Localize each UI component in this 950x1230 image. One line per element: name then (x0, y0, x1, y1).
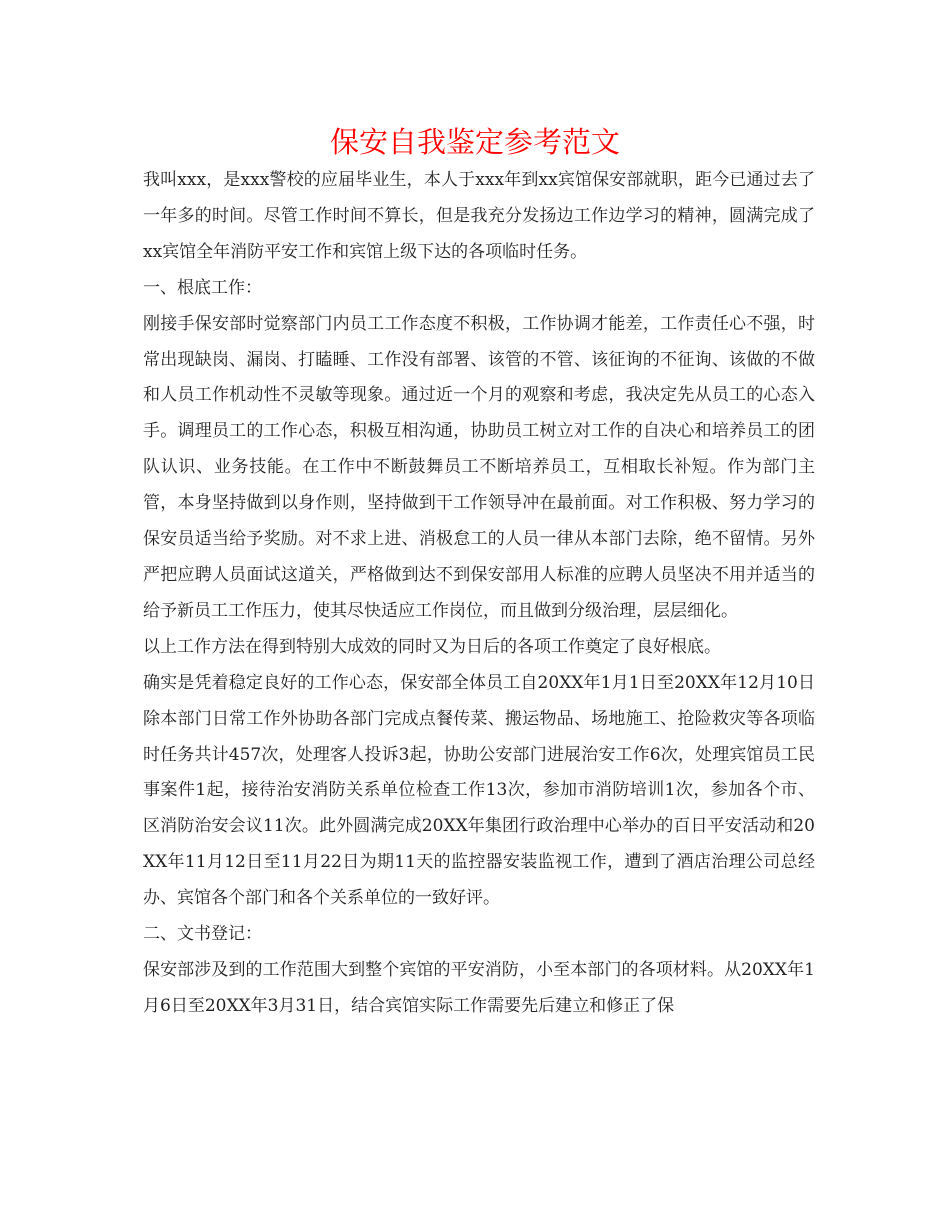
paragraph-results: 以上工作方法在得到特别大成效的同时又为日后的各项工作奠定了良好根底。 (143, 636, 721, 657)
section-heading-basic-work: 一、根底工作： (143, 277, 262, 298)
document-title: 保安自我鉴定参考范文 (329, 125, 620, 159)
paragraph-documents: 保安部涉及到的工作范围大到整个宾馆的平安消防，小至本部门的各项材料。从20XX年1月6日至20XX年3月31日，结合宾馆实际工作需要先后建立和修正了保 (143, 959, 815, 1016)
document-body (143, 163, 815, 1025)
paragraph-intro: 我叫xxx，是xxx警校的应届毕业生，本人于xxx年到xx宾馆保安部就职，距今已通过去了一年多的时间。尽管工作时间不算长，但是我充分发扬边工作边学习的精神，圆满完成了xx宾馆全年消防平安工作和宾馆上级下达的各项临时任务。 (143, 170, 815, 262)
paragraph-statistics: 确实是凭着稳定良好的工作心态，保安部全体员工自20XX年1月1日至20XX年12月10日除本部门日常工作外协助各部门完成点餐传菜、搬运物品、场地施工、抢险救灾等各项临时任务共计457次，处理客人投诉3起，协助公安部门进展治安工作6次，处理宾馆员工民事案件1起，接待治安消防关系单位检查工作13次，参加市消防培训1次，参加各个市、区消防治安会议11次。此外圆满完成20XX年集团行政治理中心举办的百日平安活动和20XX年11月12日至11月22日为期11天的监控器安装监视工作，遭到了酒店治理公司总经办、宾馆各个部门和各个关系单位的一致好评。 (143, 672, 815, 909)
section-heading-documents: 二、文书登记： (143, 924, 262, 945)
paragraph-basic-work: 刚接手保安部时觉察部门内员工工作态度不积极，工作协调才能差，工作责任心不强，时常出现缺岗、漏岗、打瞌睡、工作没有部署、该管的不管、该征询的不征询、该做的不做和人员工作机动性不灵敏等现象。通过近一个月的观察和考虑，我决定先从员工的心态入手。调理员工的工作心态，积极互相沟通，协助员工树立对工作的自决心和培养员工的团队认识、业务技能。在工作中不断鼓舞员工不断培养员工，互相取长补短。作为部门主管，本身坚持做到以身作则，坚持做到干工作领导冲在最前面。对工作积极、努力学习的保安员适当给予奖励。对不求上进、消极怠工的人员一律从本部门去除，绝不留情。另外严把应聘人员面试这道关，严格做到达不到保安部用人标准的应聘人员坚决不用并适当的给予新员工工作压力，使其尽快适应工作岗位，而且做到分级治理，层层细化。 (143, 313, 815, 621)
